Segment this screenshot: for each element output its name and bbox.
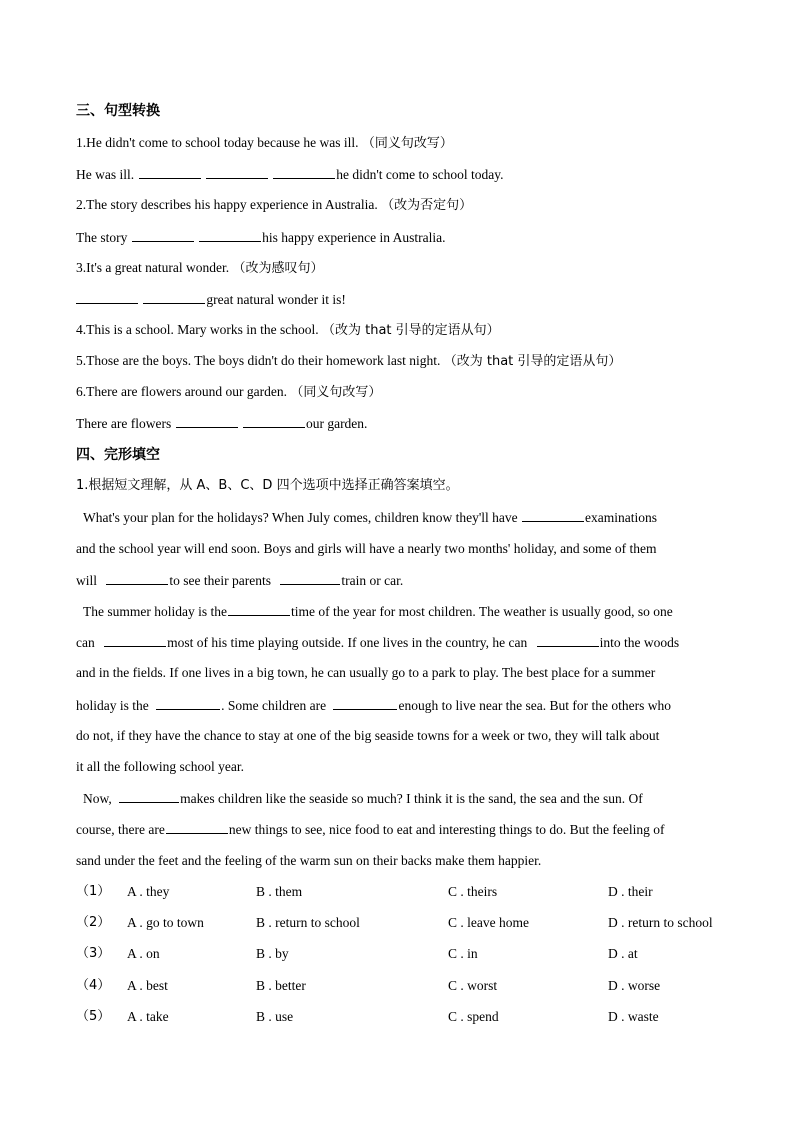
question-5-note: （改为 that 引导的定语从句）: [443, 354, 622, 369]
question-5-text: 5.Those are the boys. The boys didn't do their homework last night.: [76, 353, 441, 368]
answer-blank[interactable]: [76, 290, 138, 304]
question-6-note: （同义句改写）: [290, 385, 382, 400]
passage-line: it all the following school year.: [76, 759, 244, 774]
answer-2-post: his happy experience in Australia.: [262, 230, 446, 245]
cloze-blank-9[interactable]: [119, 789, 179, 803]
option-d[interactable]: D . worse: [608, 978, 661, 993]
answer-blank[interactable]: [206, 165, 268, 179]
question-2-answer: [76, 228, 445, 247]
passage-line: and in the fields. If one lives in a big town, he can usually go to a park to play. The best place for a summer: [76, 665, 656, 680]
question-2: [76, 196, 472, 215]
question-4-text: 4.This is a school. Mary works in the school.: [76, 322, 319, 337]
passage-line: [83, 789, 643, 808]
option-row: [76, 1008, 776, 1026]
passage-line: [83, 602, 673, 621]
passage-text: holiday is the: [76, 698, 149, 713]
option-a[interactable]: A . go to town: [127, 915, 204, 930]
passage-line: do not, if they have the chance to stay at one of the big seaside towns for a week or two, they will talk about: [76, 728, 660, 743]
question-3-text: 3.It's a great natural wonder.: [76, 260, 230, 275]
cloze-blank-4[interactable]: [228, 602, 290, 616]
passage-line: [76, 696, 671, 715]
question-1-answer: [76, 165, 504, 184]
passage-text: time of the year for most children. The weather is usually good, so one: [290, 604, 673, 619]
option-number: （5）: [76, 1009, 111, 1024]
section3-title: 三、句型转换: [76, 103, 160, 119]
passage-text: course, there are: [76, 822, 165, 837]
passage-line: sand under the feet and the feeling of the warm sun on their backs make them happier.: [76, 853, 542, 868]
cloze-blank-3[interactable]: [280, 571, 340, 585]
question-3-answer: [76, 290, 346, 309]
option-row: [76, 883, 776, 901]
option-b[interactable]: B . return to school: [256, 915, 360, 930]
option-row: [76, 945, 776, 963]
answer-blank[interactable]: [143, 290, 205, 304]
passage-line: and the school year will end soon. Boys and girls will have a nearly two months' holiday, and some of them: [76, 541, 657, 556]
passage-text: to see their parents: [169, 573, 271, 588]
passage-text: most of his time playing outside. If one lives in the country, he can: [167, 635, 528, 650]
passage-line: [83, 508, 657, 527]
option-a[interactable]: A . they: [127, 884, 170, 899]
option-number: （1）: [76, 884, 111, 899]
option-c[interactable]: C . leave home: [448, 915, 529, 930]
passage-text: will: [76, 573, 98, 588]
option-number: （4）: [76, 978, 111, 993]
answer-6-post: our garden.: [305, 416, 368, 431]
passage-text: into the woods: [599, 635, 680, 650]
answer-1-post: he didn't come to school today.: [336, 167, 504, 182]
option-d[interactable]: D . their: [608, 884, 653, 899]
option-c[interactable]: C . worst: [448, 978, 498, 993]
section4-title: 四、完形填空: [76, 447, 160, 463]
question-3: [76, 259, 324, 278]
option-b[interactable]: B . better: [256, 978, 306, 993]
option-number: （3）: [76, 946, 111, 961]
option-row: [76, 977, 776, 995]
answer-blank[interactable]: [199, 228, 261, 242]
option-number: （2）: [76, 915, 111, 930]
passage-text: train or car.: [341, 573, 404, 588]
question-5: [76, 352, 621, 371]
cloze-blank-1[interactable]: [522, 508, 584, 522]
passage-text: makes children like the seaside so much? I think it is the sand, the sea and the sun. Of: [180, 791, 643, 806]
option-b[interactable]: B . them: [256, 884, 303, 899]
cloze-blank-10[interactable]: [166, 820, 228, 834]
option-c[interactable]: C . in: [448, 946, 478, 961]
question-6: [76, 383, 381, 402]
question-1-text: 1.He didn't come to school today because he was ill.: [76, 135, 359, 150]
option-b[interactable]: B . by: [256, 946, 289, 961]
option-d[interactable]: D . return to school: [608, 915, 713, 930]
question-2-text: 2.The story describes his happy experience in Australia.: [76, 197, 378, 212]
answer-blank[interactable]: [139, 165, 201, 179]
passage-text: new things to see, nice food to eat and interesting things to do. But the feeling of: [228, 822, 665, 837]
answer-blank[interactable]: [243, 414, 305, 428]
question-1: [76, 134, 453, 153]
answer-1-pre: He was ill.: [76, 167, 135, 182]
answer-6-pre: There are flowers: [76, 416, 172, 431]
answer-blank[interactable]: [273, 165, 335, 179]
option-a[interactable]: A . on: [127, 946, 160, 961]
passage-line: [76, 571, 403, 590]
question-4: [76, 321, 500, 340]
answer-3-post: great natural wonder it is!: [206, 292, 346, 307]
question-1-note: （同义句改写）: [361, 136, 453, 151]
passage-text: enough to live near the sea. But for the others who: [398, 698, 672, 713]
cloze-blank-6[interactable]: [537, 633, 599, 647]
option-b[interactable]: B . use: [256, 1009, 294, 1024]
option-row: [76, 914, 776, 932]
cloze-blank-7[interactable]: [156, 696, 220, 710]
passage-text: Now,: [83, 791, 112, 806]
passage-line: [76, 633, 679, 652]
option-c[interactable]: C . spend: [448, 1009, 499, 1024]
cloze-blank-2[interactable]: [106, 571, 168, 585]
passage-text: What's your plan for the holidays? When July comes, children know they'll have: [83, 510, 518, 525]
question-6-answer: [76, 414, 367, 433]
passage-line: [76, 820, 665, 839]
passage-text: . Some children are: [221, 698, 327, 713]
question-6-text: 6.There are flowers around our garden.: [76, 384, 288, 399]
passage-text: can: [76, 635, 95, 650]
cloze-blank-8[interactable]: [333, 696, 397, 710]
cloze-blank-5[interactable]: [104, 633, 166, 647]
option-a[interactable]: A . best: [127, 978, 168, 993]
option-c[interactable]: C . theirs: [448, 884, 498, 899]
question-2-note: （改为否定句）: [381, 198, 473, 213]
question-4-note: （改为 that 引导的定语从句）: [321, 323, 500, 338]
passage-text: The summer holiday is the: [83, 604, 227, 619]
answer-blank[interactable]: [132, 228, 194, 242]
option-d[interactable]: D . at: [608, 946, 638, 961]
answer-2-pre: The story: [76, 230, 128, 245]
section4-instruction: 1.根据短文理解，从 A、B、C、D 四个选项中选择正确答案填空。: [76, 478, 459, 493]
option-a[interactable]: A . take: [127, 1009, 169, 1024]
answer-blank[interactable]: [176, 414, 238, 428]
option-d[interactable]: D . waste: [608, 1009, 659, 1024]
passage-text: examinations: [585, 510, 657, 525]
question-3-note: （改为感叹句）: [232, 261, 324, 276]
